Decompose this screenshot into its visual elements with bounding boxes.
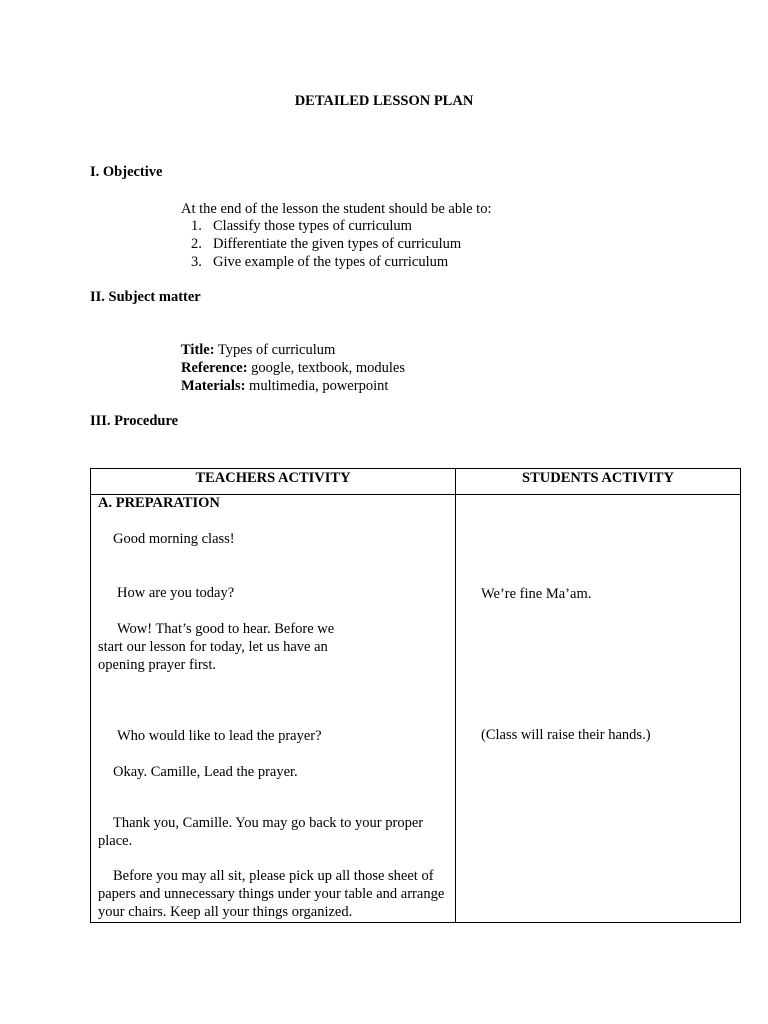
teacher-line: Okay. Camille, Lead the prayer. [113,764,298,780]
procedure-heading: III. Procedure [90,413,179,429]
section-heading: A. PREPARATION [98,495,220,511]
subject-title-label: Title: [181,342,215,358]
objective-item-number: 3. [191,254,202,270]
subject-materials-value: multimedia, powerpoint [245,378,389,394]
subject-title-value: Types of curriculum [214,342,336,358]
subject-reference-value: google, textbook, modules [247,360,406,376]
subject-materials-label: Materials: [181,378,246,394]
subject-matter-heading: II. Subject matter [90,289,201,305]
objective-item [191,254,448,271]
teachers-activity-header: TEACHERS ACTIVITY [195,470,351,486]
objective-item-text: Classify those types of curriculum [213,218,412,234]
teacher-line: Before you may all sit, please pick up all those sheet of papers and unnecessary things under your table and arrange your chairs. Keep all your things organized. [98,868,445,920]
column-divider [455,469,456,922]
objective-item [191,236,461,253]
procedure-table [90,468,741,923]
document-title: DETAILED LESSON PLAN [294,93,474,109]
student-line: (Class will raise their hands.) [481,727,651,743]
teacher-line: Wow! That’s good to hear. Before we start our lesson for today, let us have an opening prayer first. [98,621,335,673]
student-line: We’re fine Ma’am. [481,586,592,602]
subject-materials-line [181,378,388,395]
teacher-line: How are you today? [117,585,235,601]
students-activity-header: STUDENTS ACTIVITY [522,470,674,486]
objective-item-number: 1. [191,218,202,234]
subject-title-line [181,342,335,359]
teacher-line: Who would like to lead the prayer? [117,728,322,744]
teacher-line: Good morning class! [113,531,235,547]
teacher-line: Thank you, Camille. You may go back to your proper place. [98,815,424,849]
objective-heading: I. Objective [90,164,163,180]
objective-item-text: Give example of the types of curriculum [213,254,449,270]
subject-reference-line [181,360,405,377]
subject-reference-label: Reference: [181,360,248,376]
objective-item [191,218,412,235]
objective-item-text: Differentiate the given types of curriculum [213,236,462,252]
objective-item-number: 2. [191,236,202,252]
objective-intro: At the end of the lesson the student should be able to: [181,201,492,217]
